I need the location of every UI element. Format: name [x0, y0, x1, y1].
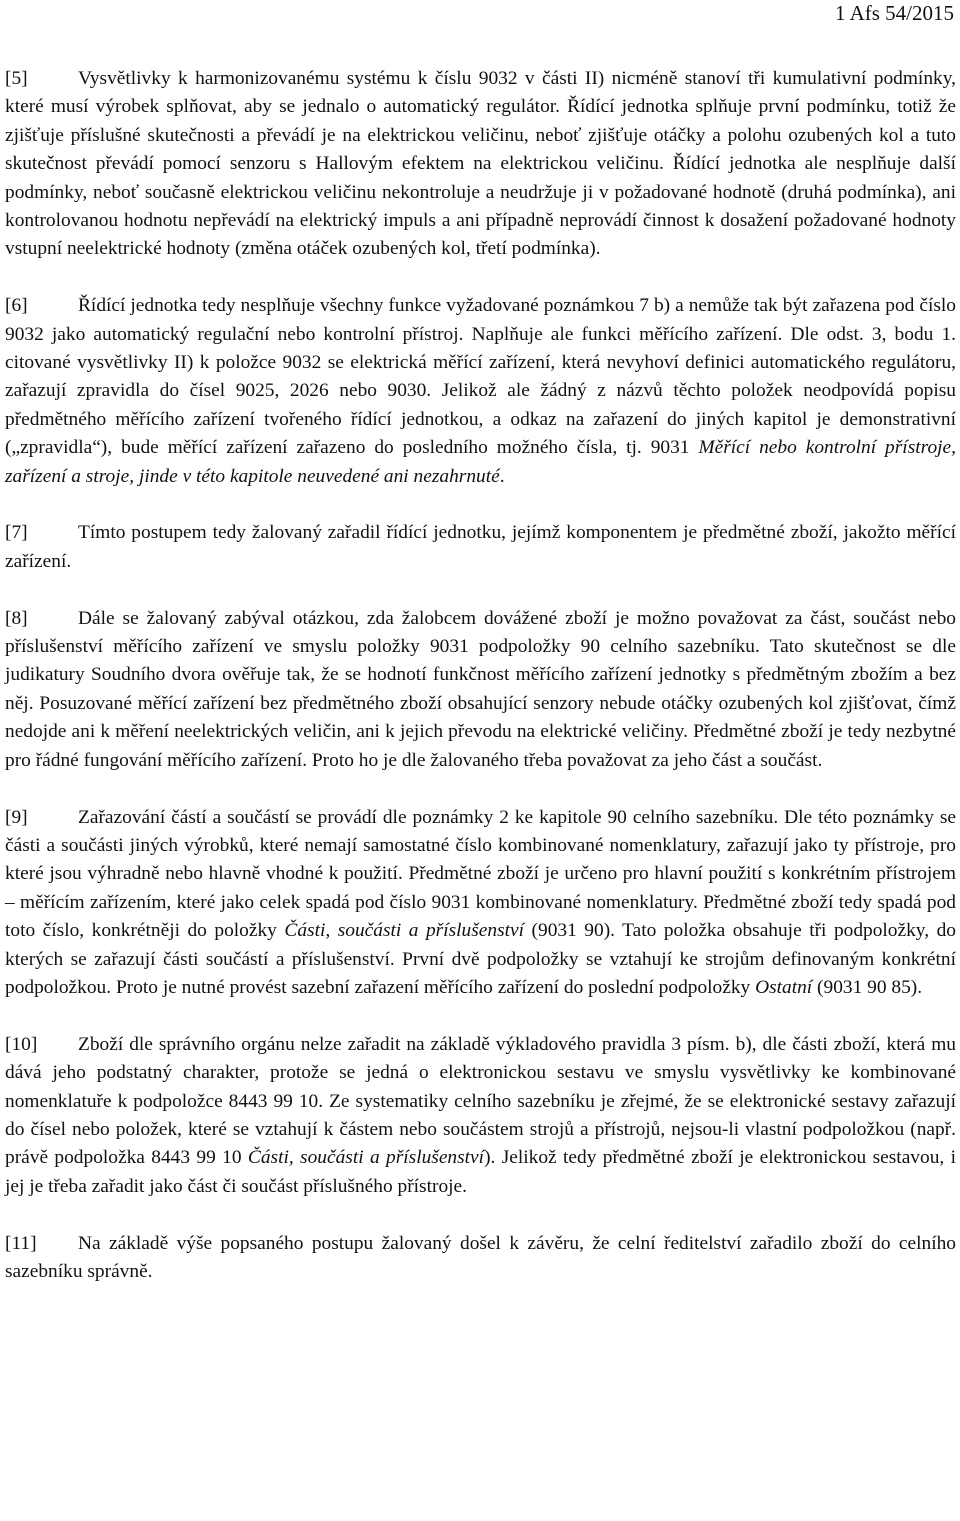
paragraph-text: . [499, 465, 505, 487]
paragraph-number: [8] [5, 607, 28, 629]
paragraph-number: [10] [5, 1033, 38, 1055]
paragraph-text: (9031 90). Tato položka obsahuje tři podpoložky, do kterých se zařazují části součástí a příslušenství. První dvě podpoložky se vztahují ke strojům definovaným konkrétní podpoložkou. Proto je nutné provést sazební zařazení měřícího zařízení do poslední podpoložky [5, 920, 956, 998]
paragraph-9 [5, 804, 956, 1003]
paragraph-text-italic: Měřící nebo kontrolní přístroje, zařízení a stroje, jinde v této kapitole neuvedené ani nezahrnuté [5, 437, 956, 487]
paragraph-text: Dále se žalovaný zabýval otázkou, zda žalobcem dovážené zboží je možno považovat za část, součást nebo příslušenství měřícího zařízení ve smyslu položky 9031 podpoložky 90 celního sazebníku. Tato skutečnost se dle judikatury Soudního dvora ověřuje tak, že se hodnotí funkčnost měřícího zařízení jednotky s předmětným zbožím a bez něj. Posuzované měřící zařízení bez předmětného zboží obsahující senzory nebude otáčky ozubených kol zjišťovat, čímž nedojde ani k měření neelektrických veličin, ani k jejich převodu na elektrické veličiny. Předmětné zboží je tedy nezbytné pro řádné fungování měřícího zařízení. Proto ho je dle žalovaného třeba považovat za jeho část a součást. [5, 607, 956, 771]
paragraph-text: (9031 90 85). [812, 976, 923, 998]
paragraph-text: ). Jelikož tedy předmětné zboží je elektronickou sestavou, i jej je třeba zařadit jako část či součást příslušného přístroje. [5, 1147, 956, 1197]
paragraph-number: [11] [5, 1232, 37, 1254]
paragraph-number: [6] [5, 295, 28, 317]
case-number-header: 1 Afs 54/2015 [834, 1, 954, 25]
paragraph-text-italic: Části, součásti a příslušenství [284, 920, 525, 942]
paragraph-text: Zboží dle správního orgánu nelze zařadit na základě výkladového pravidla 3 písm. b), dle části zboží, která mu dává jeho podstatný charakter, protože se jedná o elektronickou sestavu ve smyslu vysvětlivky ke kombinované nomenklatuře k podpoložce 8443 99 10. Ze systematiky celního sazebníku je zřejmé, že se elektronické sestavy zařazují do čísel nebo položek, které se vztahují k částem nebo součástem strojů a přístrojů, nejsou-li vlastní podpoložkou (např. právě podpoložka 8443 99 10 [5, 1033, 956, 1169]
paragraph-text: Řídící jednotka tedy nesplňuje všechny funkce vyžadované poznámkou 7 b) a nemůže tak být zařazena pod číslo 9032 jako automatický regulační nebo kontrolní přístroj. Naplňuje ale funkci měřícího zařízení. Dle odst. 3, bodu 1. citované vysvětlivky II) k položce 9032 se elektrická měřící zařízení, která nevyhoví definici automatického regulátoru, zařazují zpravidla do čísel 9025, 2026 nebo 9030. Jelikož ale žádný z názvů těchto položek neodpovídá popisu předmětného měřícího zařízení tvořeného řídící jednotkou, a odkaz na zařazení do jiných kapitol je demonstrativní („zpravidla“), bude měřící zařízení zařazeno do posledního možného čísla, tj. 9031 [5, 295, 956, 459]
paragraph-text-italic: Ostatní [755, 976, 813, 998]
paragraph-number: [5] [5, 68, 28, 89]
paragraph-11 [5, 1230, 956, 1287]
paragraph-text: Vysvětlivky k harmonizovanému systému k číslu 9032 v části II) nicméně stanoví tři kumulativní podmínky, které musí výrobek splňovat, aby se jednalo o automatický regulátor. Řídící jednotka splňuje první podmínku, totiž že zjišťuje příslušné skutečnosti a převádí je na elektrickou veličinu, neboť zjišťuje otáčky a polohu ozubených kol a tuto skutečnost převádí pomocí senzoru s Hallovým efektem na elektrickou veličinu. Řídící jednotka ale nesplňuje další podmínky, neboť současně elektrickou veličinu nekontroluje a neudržuje ji v požadované hodnotě (druhá podmínka), ani kontrolovanou hodnotu nepřevádí na elektrický impuls a ani případně neprovádí činnost k dosažení požadované hodnoty vstupní neelektrické hodnoty (změna otáček ozubených kol, třetí podmínka). [5, 68, 956, 260]
paragraph-text: Tímto postupem tedy žalovaný zařadil řídící jednotku, jejímž komponentem je předmětné zboží, jakožto měřící zařízení. [5, 522, 956, 572]
paragraph-text: Zařazování částí a součástí se provádí dle poznámky 2 ke kapitole 90 celního sazebníku. Dle této poznámky se části a součásti jiných výrobků, které nemají samostatné číslo kombinované nomenklatury, zařazují jako ty přístroje, pro které jsou výhradně nebo hlavně vhodné k použití. Předmětné zboží je určeno pro hlavní použití s konkrétním přístrojem – měřícím zařízením, které jako celek spadá pod číslo 9031 kombinované nomenklatury. Předmětné zboží tedy spadá pod toto číslo, konkrétněji do položky [5, 806, 956, 942]
paragraph-8 [5, 605, 956, 775]
paragraph-7 [5, 519, 956, 576]
paragraph-6 [5, 292, 956, 491]
paragraph-text-italic: Části, součásti a příslušenství [247, 1147, 485, 1169]
paragraph-10 [5, 1031, 956, 1201]
paragraph-number: [9] [5, 806, 28, 828]
paragraph-text: Na základě výše popsaného postupu žalovaný došel k závěru, že celní ředitelství zařadilo zboží do celního sazebníku správně. [5, 1232, 956, 1282]
paragraph-5 [5, 65, 956, 264]
paragraph-number: [7] [5, 522, 28, 544]
